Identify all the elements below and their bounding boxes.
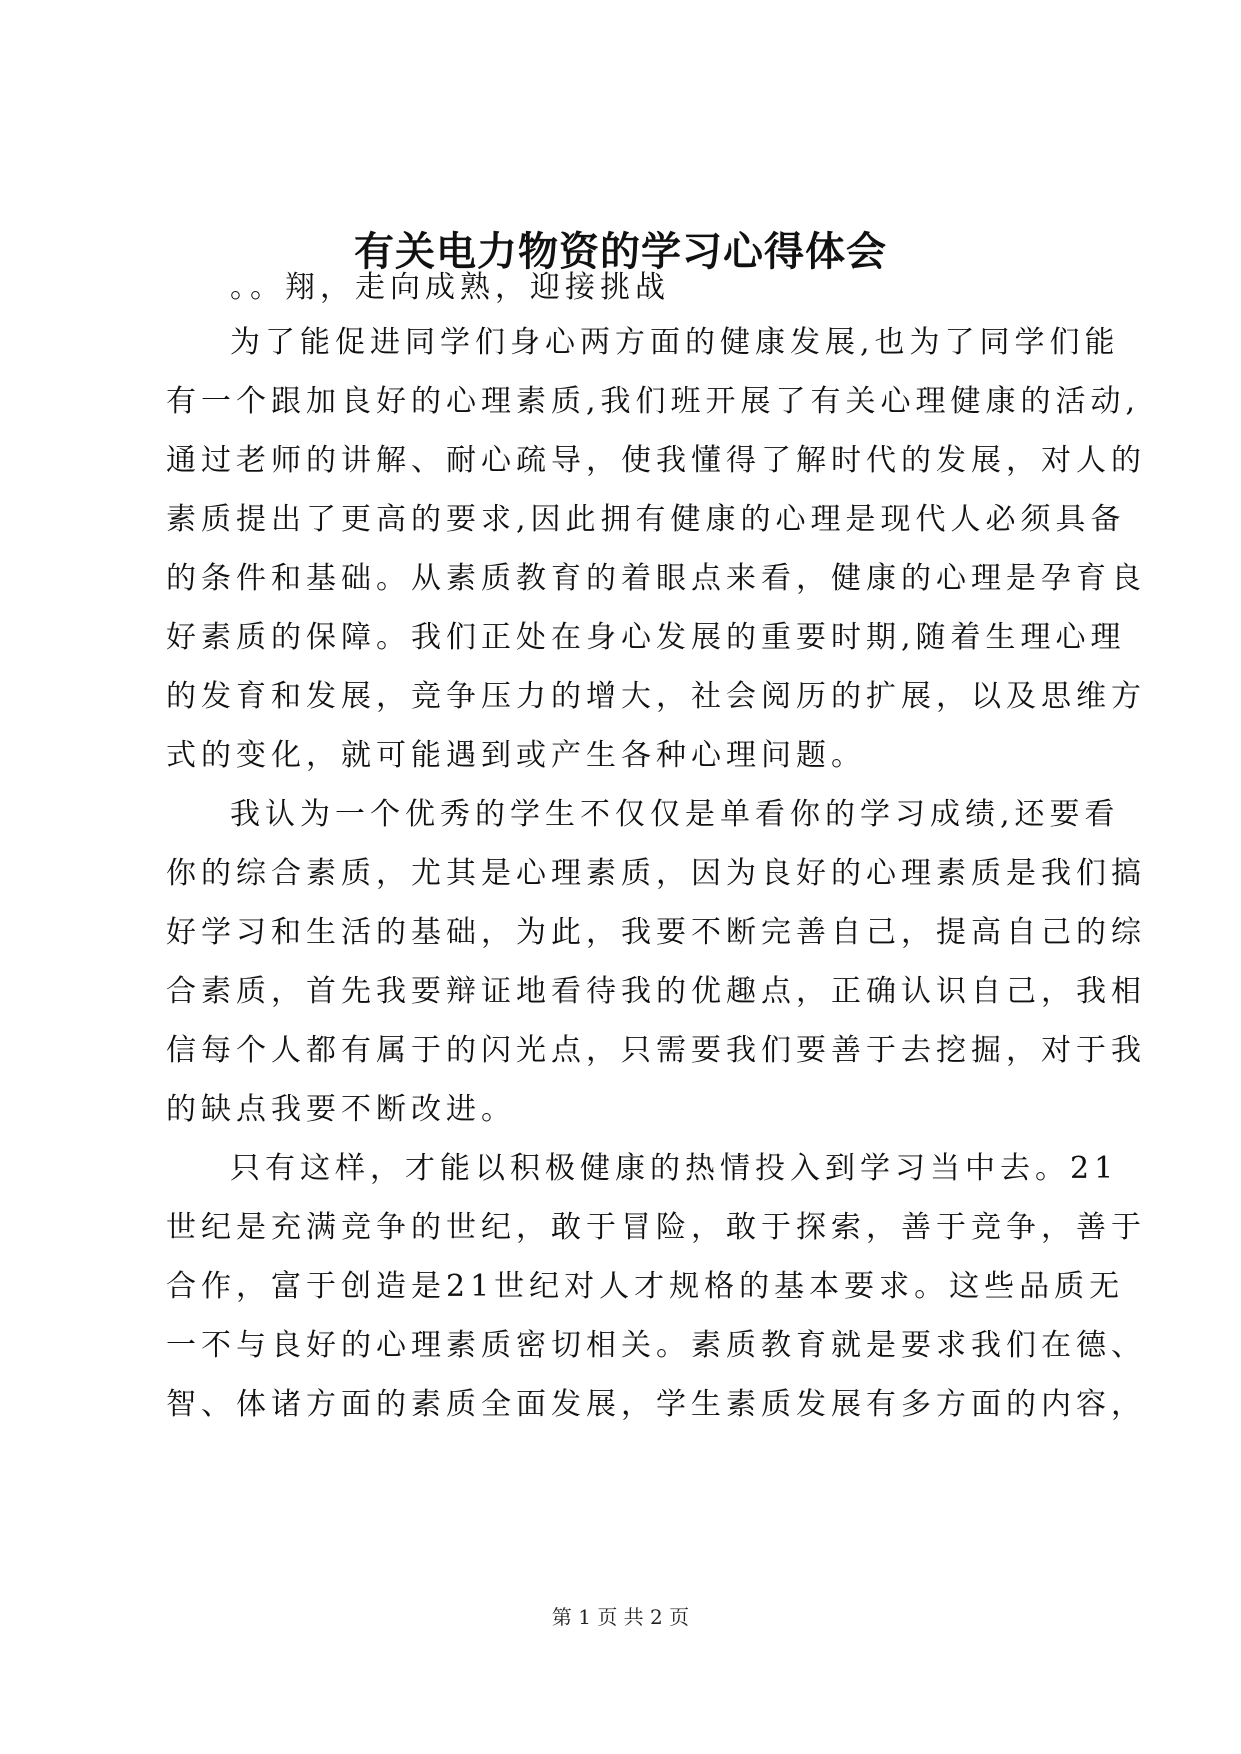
body-line: 智、体诸方面的素质全面发展，学生素质发展有多方面的内容，: [166, 1387, 1146, 1422]
body-line: 你的综合素质，尤其是心理素质，因为良好的心理素质是我们搞: [166, 856, 1146, 891]
body-line: 好素质的保障。我们正处在身心发展的重要时期,随着生理心理: [166, 620, 1126, 655]
body-line: 的缺点我要不断改进。: [166, 1092, 516, 1127]
page-number-footer: 第 1 页 共 2 页: [551, 1605, 690, 1629]
body-line: 为了能促进同学们身心两方面的健康发展,也为了同学们能: [230, 325, 1120, 360]
body-line: 有一个跟加良好的心理素质,我们班开展了有关心理健康的活动,: [166, 384, 1141, 419]
body-line: 的发育和发展，竞争压力的增大，社会阅历的扩展，以及思维方: [166, 679, 1146, 714]
body-line: 我认为一个优秀的学生不仅仅是单看你的学习成绩,还要看: [230, 797, 1120, 832]
body-line: 式的变化，就可能遇到或产生各种心理问题。: [166, 738, 866, 773]
body-line: 只有这样，才能以积极健康的热情投入到学习当中去。21: [230, 1151, 1119, 1186]
body-line: 通过老师的讲解、耐心疏导，使我懂得了解时代的发展，对人的: [166, 443, 1146, 478]
body-line: 。。翔，走向成熟，迎接挑战: [230, 270, 670, 305]
body-line: 好学习和生活的基础，为此，我要不断完善自己，提高自己的综: [166, 915, 1146, 950]
body-line: 世纪是充满竞争的世纪，敢于冒险，敢于探索，善于竞争，善于: [166, 1210, 1146, 1245]
body-line: 合素质，首先我要辩证地看待我的优趣点，正确认识自己，我相: [166, 974, 1146, 1009]
body-line: 信每个人都有属于的闪光点，只需要我们要善于去挖掘，对于我: [166, 1033, 1146, 1068]
body-line: 一不与良好的心理素质密切相关。素质教育就是要求我们在德、: [166, 1328, 1146, 1363]
body-line: 素质提出了更高的要求,因此拥有健康的心理是现代人必须具备: [166, 502, 1126, 537]
body-line: 的条件和基础。从素质教育的着眼点来看，健康的心理是孕育良: [166, 561, 1146, 596]
document-title: 有关电力物资的学习心得体会: [354, 228, 887, 275]
body-line: 合作，富于创造是21世纪对人才规格的基本要求。这些品质无: [166, 1269, 1125, 1304]
